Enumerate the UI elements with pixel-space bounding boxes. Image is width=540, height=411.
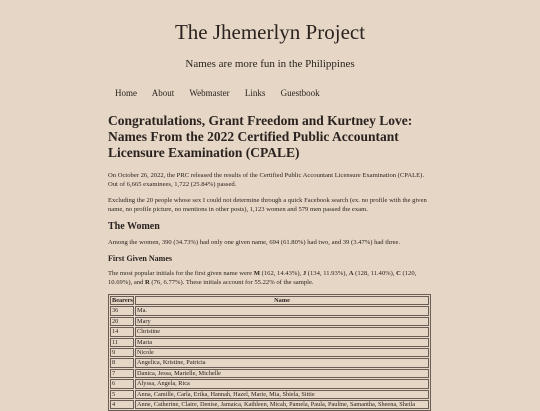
bearers-cell: 5 — [110, 390, 134, 399]
initials-prefix: The most popular initials for the first given name were — [108, 270, 254, 277]
name-cell: Ma. — [135, 306, 429, 315]
bearers-header: Bearers — [112, 297, 133, 304]
name-cell: Anne, Catherine, Claire, Denise, Jamaica, Kathleen, Micah, Pamela, Paula, Pauline, Samantha, Sheena, Sheila — [135, 400, 429, 409]
initial-letter: A — [348, 270, 354, 277]
name-cell: Angelica, Kristine, Patricia — [135, 358, 429, 367]
bearers-cell: 6 — [110, 379, 134, 388]
table-row — [110, 379, 429, 388]
nav-webmaster[interactable]: Webmaster — [189, 88, 230, 98]
table-row — [110, 369, 429, 378]
post-content — [108, 113, 433, 411]
name-cell: Nicole — [135, 348, 429, 357]
table-row — [110, 317, 429, 326]
table-row — [110, 390, 429, 399]
name-cell: Maria — [135, 338, 429, 347]
intro-paragraph: On October 26, 2022, the PRC released the results of the Certified Public Accountant Licensure Examination (CPALE). Out of 6,665 examinees, 1,722 (25.84%) passed. — [108, 172, 425, 188]
women-heading: The Women — [108, 221, 160, 232]
bearers-cell: 8 — [110, 358, 134, 367]
name-cell: Christine — [135, 327, 429, 336]
initial-letter: R — [145, 279, 150, 286]
first-given-heading: First Given Names — [108, 254, 172, 263]
bearers-cell: 7 — [110, 369, 134, 378]
bearers-cell: 14 — [110, 327, 134, 336]
initial-detail: (120, 10.69%), and — [108, 270, 417, 286]
initial-detail: (128, 11.40%), — [353, 270, 397, 277]
name-cell: Mary — [135, 317, 429, 326]
excluding-paragraph: Excluding the 20 people whose sex I could not determine through a quick Facebook search (ex. no profile with the given name, no profile picture, no mentions in other posts), 1,123 women and 579 men passed the exam. — [108, 197, 427, 213]
name-cell: Alyssa, Angela, Rica — [135, 379, 429, 388]
name-cell: Anna, Camille, Carla, Erika, Hannah, Hazel, Marie, Mia, Shiela, Sittie — [135, 390, 429, 399]
initial-letter: C — [396, 270, 401, 277]
post-title: Congratulations, Grant Freedom and Kurtney Love: Names From the 2022 Certified Public Accountant Licensure Examination (CPALE) — [108, 113, 413, 160]
nav-about[interactable]: About — [151, 88, 175, 98]
table-row — [110, 306, 429, 315]
table-row — [110, 358, 429, 367]
women-paragraph: Among the women, 390 (34.73%) had only one given name, 694 (61.80%) had two, and 39 (3.47%) had three. — [108, 239, 401, 246]
site-title[interactable]: The Jhemerlyn Project — [174, 20, 366, 44]
initial-detail: (134, 11.93%), — [306, 270, 349, 277]
nav-guestbook[interactable]: Guestbook — [280, 88, 320, 98]
main-nav — [115, 88, 333, 98]
site-tagline: Names are more fun in the Philippines — [185, 58, 355, 70]
bearers-cell: 36 — [110, 306, 134, 315]
initial-detail: (162, 14.43%), — [260, 270, 303, 277]
table-header-row — [110, 296, 429, 305]
bearers-cell: 11 — [110, 338, 134, 347]
name-header: Name — [135, 296, 429, 305]
name-cell: Danica, Jessa, Marielle, Michelle — [135, 369, 429, 378]
names-table — [108, 294, 431, 411]
bearers-cell: 9 — [110, 348, 134, 357]
bearers-cell: 4 — [110, 400, 134, 409]
initial-letter: M — [253, 270, 260, 277]
initial-detail: (76, 6.77%). These initials account for 55.22% of the sample. — [149, 279, 314, 286]
table-row — [110, 338, 429, 347]
initial-letter: J — [302, 270, 307, 277]
bearers-cell: 20 — [110, 317, 134, 326]
nav-home[interactable]: Home — [115, 88, 137, 98]
table-row — [110, 327, 429, 336]
nav-links[interactable]: Links — [244, 88, 266, 98]
table-row — [110, 348, 429, 357]
initials-paragraph — [108, 269, 433, 287]
